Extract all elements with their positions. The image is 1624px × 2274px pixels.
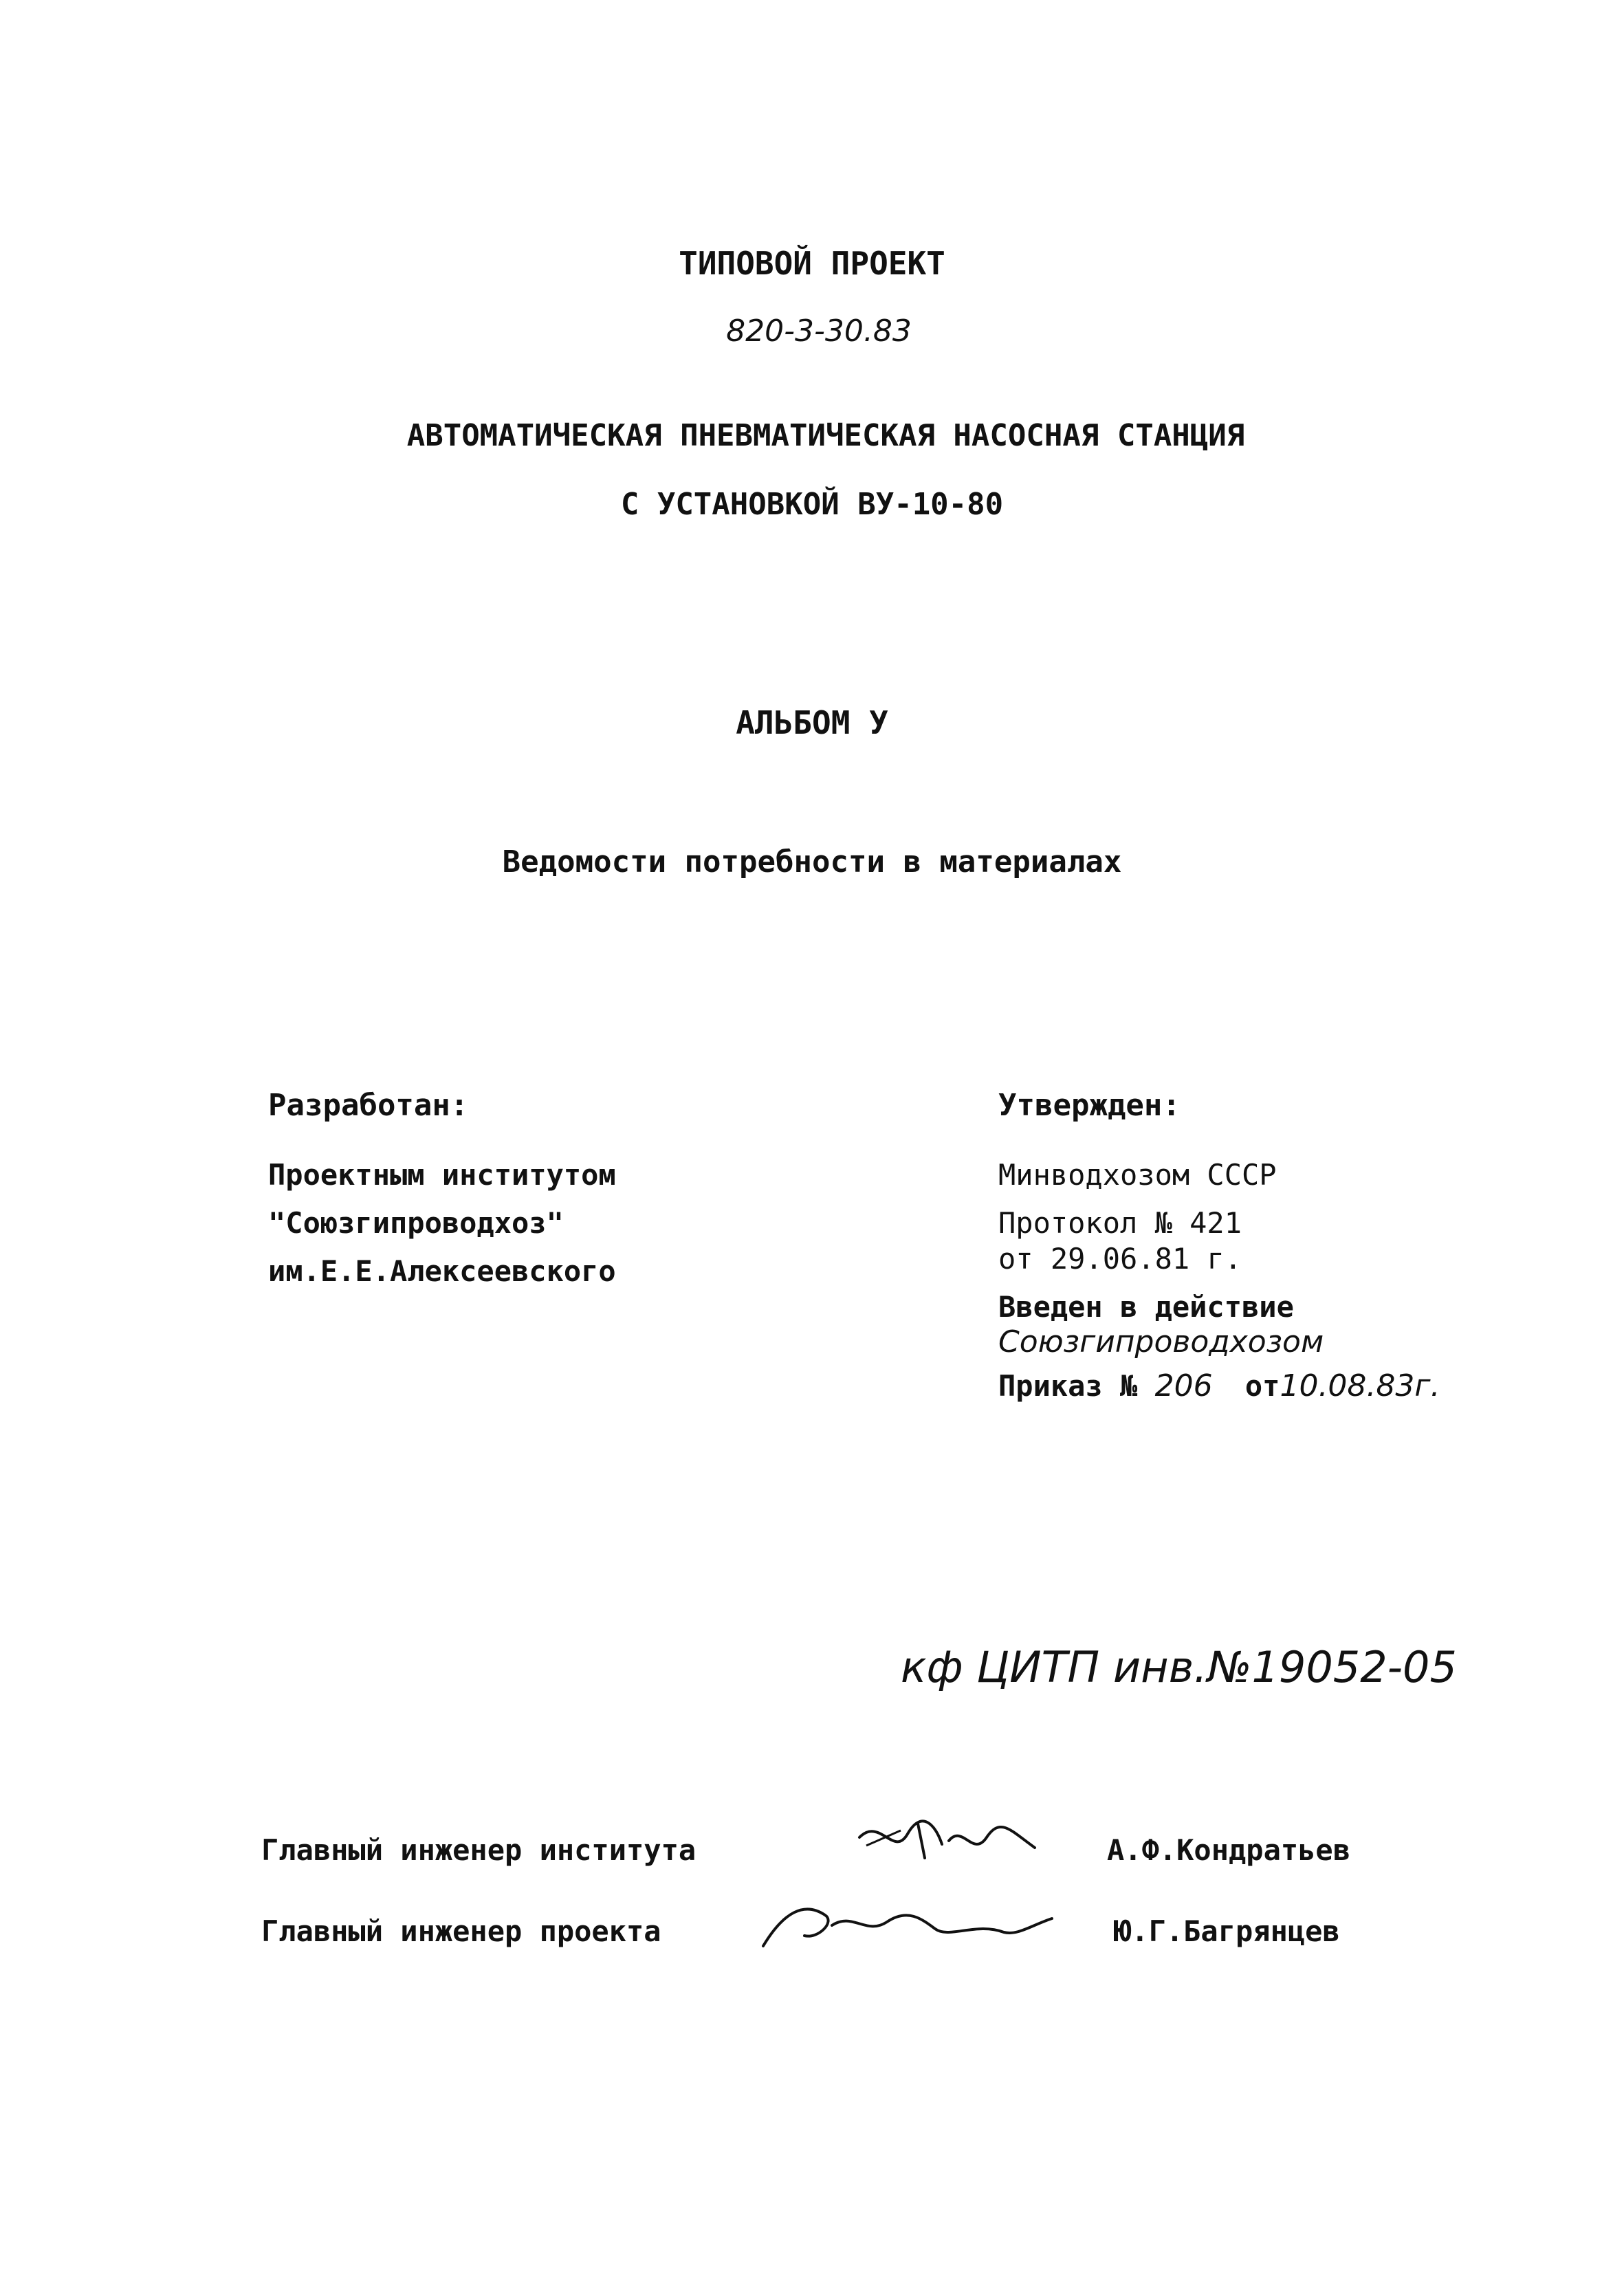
developed-line-1: Проектным институтом bbox=[268, 1158, 616, 1192]
approved-line-3: от 29.06.81 г. bbox=[998, 1242, 1242, 1276]
title-line-1: АВТОМАТИЧЕСКАЯ ПНЕВМАТИЧЕСКАЯ НАСОСНАЯ СТАНЦИЯ bbox=[406, 418, 1245, 453]
title-line-2: С УСТАНОВКОЙ ВУ-10-80 bbox=[620, 487, 1004, 522]
order-number: 206 bbox=[1154, 1368, 1213, 1403]
developed-heading: Разработан: bbox=[268, 1088, 469, 1123]
approved-line-4: Введен в действие bbox=[998, 1290, 1294, 1324]
order-date: 10.08.83г. bbox=[1280, 1368, 1440, 1403]
order-line bbox=[998, 1368, 1440, 1403]
approved-heading: Утвержден: bbox=[998, 1088, 1181, 1123]
approved-line-1: Минводхозом СССР bbox=[998, 1158, 1277, 1192]
order-prefix: Приказ № bbox=[998, 1369, 1138, 1403]
approved-handwritten-line: Союзгипроводхозом bbox=[998, 1324, 1324, 1359]
signature-role-1: Главный инженер института bbox=[261, 1833, 696, 1867]
signature-role-2: Главный инженер проекта bbox=[261, 1914, 661, 1948]
inventory-stamp: кф ЦИТП инв.№19052-05 bbox=[901, 1642, 1457, 1692]
album-title: АЛЬБОМ У bbox=[736, 704, 888, 741]
album-subtitle: Ведомости потребности в материалах bbox=[502, 844, 1122, 879]
doc-type-heading: ТИПОВОЙ ПРОЕКТ bbox=[679, 245, 945, 282]
signature-name-2: Ю.Г.Багрянцев bbox=[1114, 1914, 1340, 1948]
developed-line-3: им.Е.Е.Алексеевского bbox=[268, 1254, 616, 1288]
signature-name-1: А.Ф.Кондратьев bbox=[1107, 1833, 1351, 1867]
project-number: 820-3-30.83 bbox=[726, 314, 912, 349]
handwritten-signature-2 bbox=[756, 1898, 1059, 1953]
order-from: от bbox=[1244, 1369, 1280, 1403]
handwritten-signature-1 bbox=[853, 1810, 1045, 1872]
developed-line-2: "Союзгипроводхоз" bbox=[268, 1206, 564, 1240]
approved-line-2: Протокол № 421 bbox=[998, 1206, 1242, 1240]
